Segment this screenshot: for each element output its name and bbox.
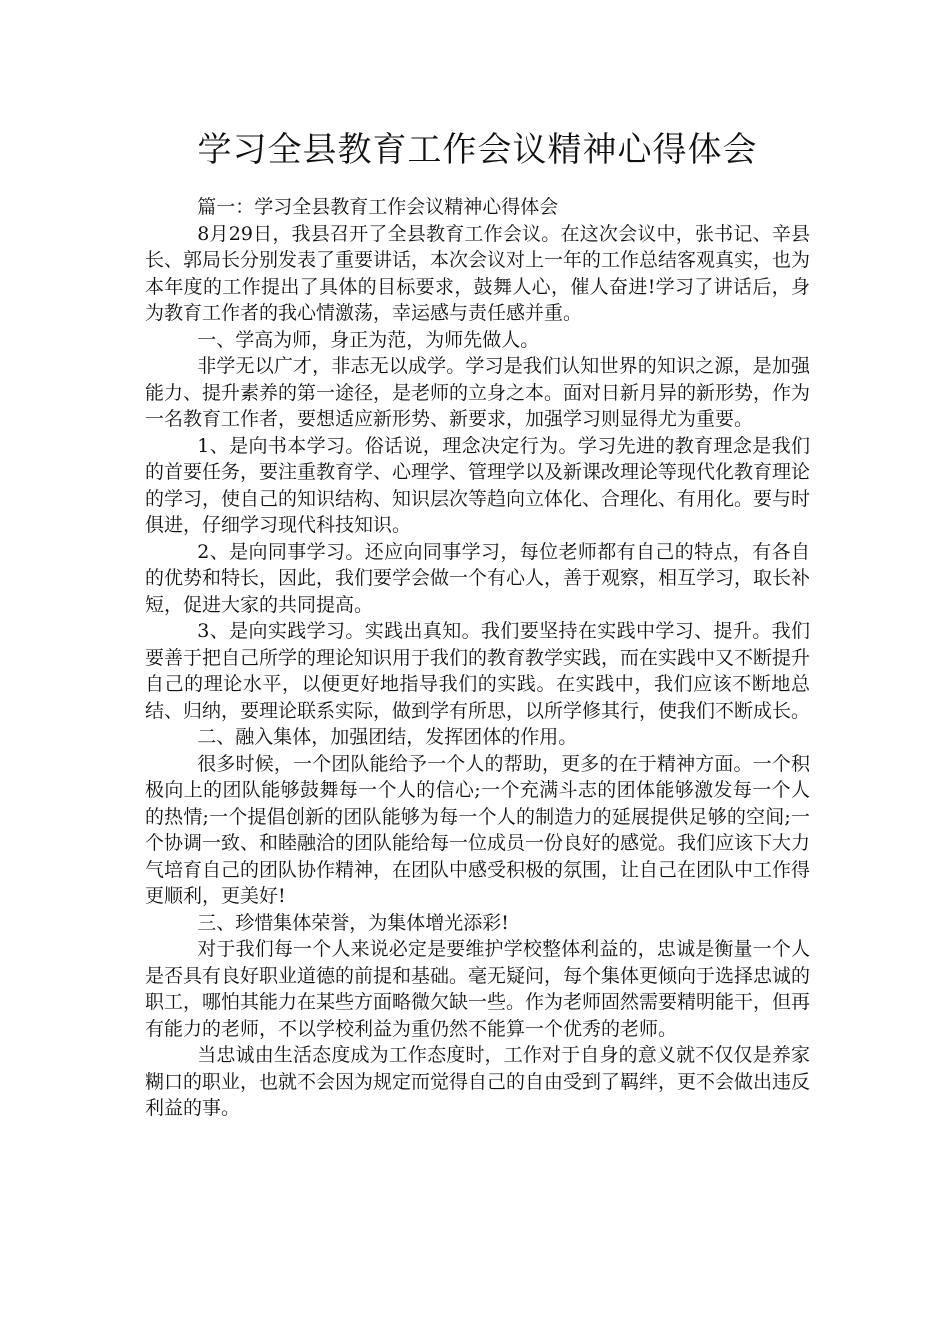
- paragraph: 当忠诚由生活态度成为工作态度时，工作对于自身的意义就不仅仅是养家糊口的职业，也就不会因为规定而觉得自己的自由受到了羁绊，更不会做出违反利益的事。: [145, 1044, 811, 1119]
- document-page: [145, 128, 810, 1122]
- paragraph: 8月29日，我县召开了全县教育工作会议。在这次会议中，张书记、辛县长、郭局长分别发表了重要讲话，本次会议对上一年的工作总结客观真实，也为本年度的工作提出了具体的目标要求，鼓舞人心，催人奋进!学习了讲话后，身为教育工作者的我心情激荡，幸运感与责任感并重。: [145, 222, 811, 324]
- paragraph: 2、是向同事学习。还应向同事学习，每位老师都有自己的特点，有各自的优势和特长，因此，我们要学会做一个有心人，善于观察，相互学习，取长补短，促进大家的共同提高。: [145, 540, 811, 616]
- paragraph: 很多时候，一个团队能给予一个人的帮助，更多的在于精神方面。一个积极向上的团队能够鼓舞每一个人的信心;一个充满斗志的团体能够激发每一个人的热情;一个提倡创新的团队能够为每一个人的制造力的延展提供足够的空间;一个协调一致、和睦融洽的团队能给每一位成员一份良好的感觉。我们应该下大力气培育自己的团队协作精神，在团队中感受积极的氛围，让自己在团队中工作得更顺利，更美好!: [145, 752, 811, 907]
- subheading-one: 一、学高为师，身正为范，为师先做人。: [197, 328, 540, 351]
- paragraph: 1、是向书本学习。俗话说，理念决定行为。学习先进的教育理念是我们的首要任务，要注重教育学、心理学、管理学以及新课改理论等现代化教育理论的学习，使自己的知识结构、知识层次等趋向立体化、合理化、有用化。要与时俱进，仔细学习现代科技知识。: [145, 434, 811, 536]
- paragraph: 非学无以广才，非志无以成学。学习是我们认知世界的知识之源，是加强能力、提升素养的第一途径，是老师的立身之本。面对日新月异的新形势，作为一名教育工作者，要想适应新形势、新要求，加强学习则显得尤为重要。: [145, 355, 811, 430]
- document-title: 学习全县教育工作会议精神心得体会: [197, 130, 758, 170]
- section-heading: 篇一：学习全县教育工作会议精神心得体会: [197, 196, 559, 218]
- subheading-three: 三、珍惜集体荣誉，为集体增光添彩!: [197, 911, 509, 934]
- subheading-two: 二、融入集体，加强团结，发挥团体的作用。: [197, 726, 578, 748]
- paragraph: 3、是向实践学习。实践出真知。我们要坚持在实践中学习、提升。我们要善于把自己所学的理论知识用于我们的教育教学实践，而在实践中又不断提升自己的理论水平，以便更好地指导我们的实践。在实践中，我们应该不断地总结、归纳，要理论联系实际，做到学有所思，以所学修其行，使我们不断成长。: [145, 620, 811, 722]
- paragraph: 对于我们每一个人来说必定是要维护学校整体利益的，忠诚是衡量一个人是否具有良好职业道德的前提和基础。毫无疑问，每个集体更倾向于选择忠诚的职工，哪怕其能力在某些方面略微欠缺一些。作为老师固然需要精明能干，但再有能力的老师，不以学校利益为重仍然不能算一个优秀的老师。: [145, 938, 811, 1040]
